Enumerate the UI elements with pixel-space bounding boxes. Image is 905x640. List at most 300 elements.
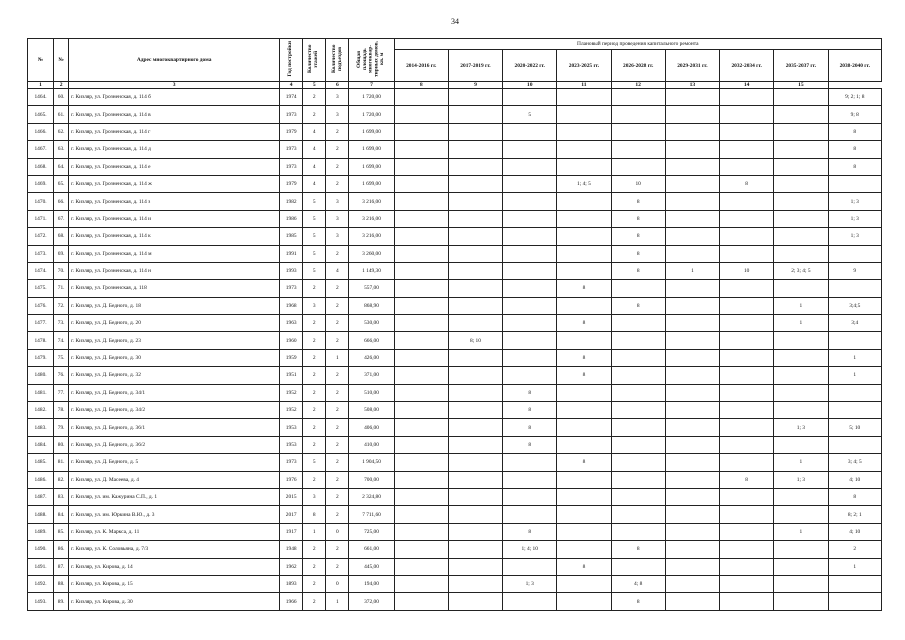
cell-address: г. Кизляр, ул. Д. Бедного, д. 34/2 bbox=[69, 402, 280, 419]
cell-address: г. Кизляр, ул. Кирова, д. 14 bbox=[69, 558, 280, 575]
cell-entrances: 2 bbox=[326, 419, 349, 436]
cell-entrances: 3 bbox=[326, 210, 349, 227]
cell-year: 1959 bbox=[280, 349, 303, 366]
cell-address: г. Кизляр, ул. Д. Бедного, д. 32 bbox=[69, 367, 280, 384]
cell-period-works bbox=[557, 262, 611, 279]
cell-period-works bbox=[665, 367, 719, 384]
table-row bbox=[28, 506, 882, 523]
cell-local-number: 80. bbox=[54, 436, 69, 453]
cell-period-works bbox=[611, 384, 665, 401]
cell-year: 1960 bbox=[280, 332, 303, 349]
cell-period-works bbox=[665, 175, 719, 192]
cell-floors: 4 bbox=[303, 141, 326, 158]
cell-period-works bbox=[774, 593, 828, 610]
cell-period-works bbox=[503, 228, 557, 245]
cell-period-works bbox=[557, 297, 611, 314]
cell-period-works bbox=[448, 488, 502, 505]
cell-address: г. Кизляр, ул. Д. Бедного, д. 23 bbox=[69, 332, 280, 349]
cell-row-number: 1493. bbox=[28, 593, 54, 610]
cell-period-works bbox=[720, 89, 774, 106]
cell-area: 1 699,00 bbox=[349, 158, 394, 175]
cell-local-number: 62. bbox=[54, 123, 69, 140]
cell-address: г. Кизляр, ул. Грозненская, д. 114 в bbox=[69, 106, 280, 123]
cell-row-number: 1485. bbox=[28, 454, 54, 471]
cell-row-number: 1469. bbox=[28, 175, 54, 192]
cell-year: 1917 bbox=[280, 523, 303, 540]
cell-period-works: 3;4 bbox=[828, 315, 882, 332]
cell-period-works: 8 bbox=[611, 297, 665, 314]
column-number: 3 bbox=[69, 82, 280, 89]
cell-floors: 2 bbox=[303, 402, 326, 419]
cell-period-works bbox=[503, 175, 557, 192]
cell-period-works: 8 bbox=[828, 488, 882, 505]
cell-address: г. Кизляр, ул. Кирова, д. 15 bbox=[69, 575, 280, 592]
cell-period-works: 8 bbox=[557, 558, 611, 575]
cell-period-works bbox=[448, 228, 502, 245]
cell-period-works bbox=[557, 419, 611, 436]
cell-row-number: 1483. bbox=[28, 419, 54, 436]
table-row bbox=[28, 123, 882, 140]
cell-floors: 1 bbox=[303, 523, 326, 540]
cell-period-works: 9; 2; 1; 8 bbox=[828, 89, 882, 106]
cell-period-works bbox=[394, 245, 448, 262]
column-number: 9 bbox=[448, 82, 502, 89]
table-row bbox=[28, 332, 882, 349]
table-row bbox=[28, 541, 882, 558]
cell-year: 1952 bbox=[280, 384, 303, 401]
header-period: 2032-2034 гг. bbox=[720, 50, 774, 82]
cell-period-works bbox=[394, 506, 448, 523]
header-period: 2014-2016 гг. bbox=[394, 50, 448, 82]
cell-row-number: 1473. bbox=[28, 245, 54, 262]
cell-period-works bbox=[503, 262, 557, 279]
cell-row-number: 1475. bbox=[28, 280, 54, 297]
cell-area: 3 216,00 bbox=[349, 210, 394, 227]
cell-year: 1953 bbox=[280, 419, 303, 436]
cell-period-works bbox=[774, 436, 828, 453]
cell-period-works bbox=[557, 193, 611, 210]
cell-floors: 2 bbox=[303, 106, 326, 123]
cell-area: 1 720,00 bbox=[349, 89, 394, 106]
cell-entrances: 3 bbox=[326, 228, 349, 245]
cell-period-works: 1; 4; 5 bbox=[557, 175, 611, 192]
cell-year: 1976 bbox=[280, 471, 303, 488]
cell-period-works bbox=[503, 141, 557, 158]
column-number: 15 bbox=[774, 82, 828, 89]
cell-address: г. Кизляр, ул. Д. Бедного, д. 5 bbox=[69, 454, 280, 471]
cell-period-works bbox=[720, 193, 774, 210]
cell-period-works: 8 bbox=[503, 523, 557, 540]
cell-period-works bbox=[557, 384, 611, 401]
cell-period-works bbox=[828, 384, 882, 401]
cell-year: 1993 bbox=[280, 262, 303, 279]
cell-period-works: 5; 10 bbox=[828, 419, 882, 436]
header-area: Общая площадь многоквар-тирных домов, кв. м bbox=[349, 39, 394, 82]
table-row bbox=[28, 315, 882, 332]
cell-row-number: 1488. bbox=[28, 506, 54, 523]
cell-period-works bbox=[394, 262, 448, 279]
cell-period-works bbox=[774, 506, 828, 523]
table-row bbox=[28, 436, 882, 453]
cell-address: г. Кизляр, ул. Грозненская, д. 114 н bbox=[69, 262, 280, 279]
cell-local-number: 73. bbox=[54, 315, 69, 332]
table-row bbox=[28, 245, 882, 262]
cell-floors: 4 bbox=[303, 175, 326, 192]
cell-row-number: 1470. bbox=[28, 193, 54, 210]
cell-period-works bbox=[503, 332, 557, 349]
cell-period-works bbox=[611, 436, 665, 453]
cell-period-works bbox=[448, 471, 502, 488]
cell-period-works bbox=[611, 349, 665, 366]
cell-area: 445,00 bbox=[349, 558, 394, 575]
cell-period-works bbox=[720, 106, 774, 123]
cell-local-number: 69. bbox=[54, 245, 69, 262]
cell-period-works bbox=[448, 541, 502, 558]
cell-entrances: 2 bbox=[326, 488, 349, 505]
cell-floors: 8 bbox=[303, 506, 326, 523]
cell-period-works bbox=[611, 506, 665, 523]
cell-row-number: 1492. bbox=[28, 575, 54, 592]
cell-entrances: 0 bbox=[326, 575, 349, 592]
cell-floors: 5 bbox=[303, 210, 326, 227]
cell-period-works bbox=[503, 245, 557, 262]
table-row bbox=[28, 593, 882, 610]
cell-floors: 2 bbox=[303, 471, 326, 488]
cell-row-number: 1467. bbox=[28, 141, 54, 158]
cell-area: 406,00 bbox=[349, 419, 394, 436]
table-row bbox=[28, 454, 882, 471]
cell-address: г. Кизляр, ул. Грозненская, д. 114 ж bbox=[69, 175, 280, 192]
cell-period-works bbox=[394, 384, 448, 401]
cell-period-works bbox=[665, 89, 719, 106]
cell-period-works bbox=[720, 384, 774, 401]
cell-address: г. Кизляр, ул. Грозненская, д. 114 м bbox=[69, 245, 280, 262]
cell-local-number: 76. bbox=[54, 367, 69, 384]
cell-area: 3 216,00 bbox=[349, 228, 394, 245]
cell-period-works bbox=[394, 488, 448, 505]
cell-period-works bbox=[611, 141, 665, 158]
cell-period-works bbox=[503, 280, 557, 297]
cell-row-number: 1478. bbox=[28, 332, 54, 349]
cell-period-works bbox=[720, 506, 774, 523]
cell-area: 868,90 bbox=[349, 297, 394, 314]
cell-period-works bbox=[828, 332, 882, 349]
cell-area: 426,00 bbox=[349, 349, 394, 366]
cell-period-works bbox=[557, 228, 611, 245]
cell-period-works bbox=[557, 506, 611, 523]
cell-period-works bbox=[557, 523, 611, 540]
cell-period-works: 8 bbox=[503, 402, 557, 419]
column-number: 5 bbox=[303, 82, 326, 89]
cell-year: 1991 bbox=[280, 245, 303, 262]
cell-period-works bbox=[394, 541, 448, 558]
cell-local-number: 84. bbox=[54, 506, 69, 523]
cell-area: 557,00 bbox=[349, 280, 394, 297]
cell-period-works: 8 bbox=[557, 349, 611, 366]
cell-period-works bbox=[394, 558, 448, 575]
cell-address: г. Кизляр, ул. Д. Масеева, д. 4 bbox=[69, 471, 280, 488]
header-period: 2026-2028 гг. bbox=[611, 50, 665, 82]
cell-floors: 2 bbox=[303, 436, 326, 453]
cell-period-works bbox=[611, 558, 665, 575]
cell-area: 372,00 bbox=[349, 593, 394, 610]
cell-period-works bbox=[557, 210, 611, 227]
column-number: 14 bbox=[720, 82, 774, 89]
cell-period-works bbox=[448, 506, 502, 523]
cell-entrances: 2 bbox=[326, 315, 349, 332]
table-row bbox=[28, 523, 882, 540]
cell-local-number: 86. bbox=[54, 541, 69, 558]
cell-period-works: 8 bbox=[611, 541, 665, 558]
cell-period-works bbox=[557, 541, 611, 558]
cell-address: г. Кизляр, ул. Д. Бедного, д. 36/1 bbox=[69, 419, 280, 436]
header-period: 2035-2037 гг. bbox=[774, 50, 828, 82]
cell-period-works bbox=[774, 367, 828, 384]
cell-row-number: 1490. bbox=[28, 541, 54, 558]
cell-period-works bbox=[503, 158, 557, 175]
cell-period-works bbox=[448, 315, 502, 332]
column-number: 1 bbox=[28, 82, 54, 89]
cell-row-number: 1476. bbox=[28, 297, 54, 314]
cell-period-works bbox=[503, 471, 557, 488]
cell-year: 1974 bbox=[280, 89, 303, 106]
cell-period-works bbox=[448, 175, 502, 192]
cell-row-number: 1468. bbox=[28, 158, 54, 175]
cell-period-works bbox=[448, 436, 502, 453]
cell-local-number: 74. bbox=[54, 332, 69, 349]
column-number: 12 bbox=[611, 82, 665, 89]
cell-address: г. Кизляр, ул. Грозненская, д. 114 к bbox=[69, 228, 280, 245]
cell-period-works bbox=[720, 523, 774, 540]
cell-address: г. Кизляр, ул. Д. Бедного, д. 30 bbox=[69, 349, 280, 366]
cell-year: 1973 bbox=[280, 454, 303, 471]
cell-area: 194,00 bbox=[349, 575, 394, 592]
cell-period-works bbox=[394, 89, 448, 106]
cell-local-number: 87. bbox=[54, 558, 69, 575]
cell-row-number: 1472. bbox=[28, 228, 54, 245]
cell-period-works: 10 bbox=[611, 175, 665, 192]
cell-period-works: 8 bbox=[828, 158, 882, 175]
cell-area: 1 904,50 bbox=[349, 454, 394, 471]
header-period: 2029-2031 гг. bbox=[665, 50, 719, 82]
cell-period-works bbox=[448, 106, 502, 123]
cell-local-number: 61. bbox=[54, 106, 69, 123]
cell-entrances: 2 bbox=[326, 158, 349, 175]
cell-year: 1948 bbox=[280, 541, 303, 558]
cell-address: г. Кизляр, ул. Грозненская, д. 114 з bbox=[69, 193, 280, 210]
cell-floors: 2 bbox=[303, 280, 326, 297]
cell-row-number: 1471. bbox=[28, 210, 54, 227]
cell-period-works bbox=[611, 158, 665, 175]
cell-year: 1985 bbox=[280, 228, 303, 245]
cell-period-works bbox=[665, 210, 719, 227]
column-number: 8 bbox=[394, 82, 448, 89]
cell-local-number: 70. bbox=[54, 262, 69, 279]
cell-address: г. Кизляр, ул. Грозненская, д. 114 д bbox=[69, 141, 280, 158]
column-number: 11 bbox=[557, 82, 611, 89]
cell-period-works bbox=[394, 175, 448, 192]
cell-period-works bbox=[394, 158, 448, 175]
cell-period-works bbox=[665, 575, 719, 592]
cell-period-works bbox=[665, 280, 719, 297]
cell-period-works bbox=[720, 332, 774, 349]
cell-period-works bbox=[720, 141, 774, 158]
cell-year: 1968 bbox=[280, 297, 303, 314]
capital-repair-table bbox=[27, 38, 882, 611]
cell-period-works bbox=[557, 471, 611, 488]
cell-period-works: 8; 2; 1 bbox=[828, 506, 882, 523]
cell-period-works bbox=[394, 436, 448, 453]
cell-period-works bbox=[720, 454, 774, 471]
cell-period-works bbox=[557, 245, 611, 262]
cell-period-works: 8 bbox=[720, 175, 774, 192]
cell-year: 1979 bbox=[280, 123, 303, 140]
cell-period-works bbox=[503, 123, 557, 140]
table-row bbox=[28, 193, 882, 210]
cell-period-works: 2 bbox=[828, 541, 882, 558]
cell-entrances: 2 bbox=[326, 280, 349, 297]
cell-period-works: 4; 10 bbox=[828, 471, 882, 488]
cell-local-number: 81. bbox=[54, 454, 69, 471]
cell-period-works: 1 bbox=[774, 523, 828, 540]
cell-row-number: 1481. bbox=[28, 384, 54, 401]
cell-period-works bbox=[394, 106, 448, 123]
cell-period-works bbox=[720, 541, 774, 558]
cell-period-works bbox=[503, 89, 557, 106]
cell-local-number: 67. bbox=[54, 210, 69, 227]
table-row bbox=[28, 402, 882, 419]
cell-period-works bbox=[665, 436, 719, 453]
cell-year: 1973 bbox=[280, 280, 303, 297]
cell-period-works bbox=[665, 193, 719, 210]
cell-period-works: 8 bbox=[503, 419, 557, 436]
cell-period-works bbox=[828, 402, 882, 419]
cell-entrances: 3 bbox=[326, 89, 349, 106]
cell-period-works bbox=[665, 297, 719, 314]
cell-period-works: 9; 8 bbox=[828, 106, 882, 123]
cell-entrances: 2 bbox=[326, 123, 349, 140]
cell-year: 1893 bbox=[280, 575, 303, 592]
column-number: 4 bbox=[280, 82, 303, 89]
table-row bbox=[28, 297, 882, 314]
cell-period-works bbox=[448, 419, 502, 436]
cell-period-works bbox=[611, 488, 665, 505]
cell-period-works bbox=[665, 228, 719, 245]
column-number: 6 bbox=[326, 82, 349, 89]
cell-period-works bbox=[774, 228, 828, 245]
cell-year: 1979 bbox=[280, 175, 303, 192]
cell-period-works bbox=[394, 297, 448, 314]
cell-area: 1 149,30 bbox=[349, 262, 394, 279]
table-row bbox=[28, 262, 882, 279]
cell-period-works bbox=[665, 315, 719, 332]
cell-period-works: 1; 3 bbox=[503, 575, 557, 592]
cell-period-works bbox=[720, 210, 774, 227]
cell-period-works bbox=[828, 280, 882, 297]
cell-period-works: 3; 4; 5 bbox=[828, 454, 882, 471]
cell-period-works bbox=[394, 228, 448, 245]
cell-period-works bbox=[394, 575, 448, 592]
table-row bbox=[28, 384, 882, 401]
cell-row-number: 1479. bbox=[28, 349, 54, 366]
cell-period-works bbox=[503, 488, 557, 505]
cell-period-works bbox=[720, 436, 774, 453]
cell-entrances: 2 bbox=[326, 384, 349, 401]
cell-area: 508,00 bbox=[349, 402, 394, 419]
header-no: № bbox=[28, 39, 54, 82]
cell-local-number: 88. bbox=[54, 575, 69, 592]
cell-period-works: 1; 4; 10 bbox=[503, 541, 557, 558]
cell-entrances: 2 bbox=[326, 558, 349, 575]
cell-address: г. Кизляр, ул. Грозненская, д. 118 bbox=[69, 280, 280, 297]
cell-period-works bbox=[720, 488, 774, 505]
cell-local-number: 83. bbox=[54, 488, 69, 505]
cell-period-works: 1; 3 bbox=[774, 419, 828, 436]
cell-entrances: 2 bbox=[326, 506, 349, 523]
cell-floors: 5 bbox=[303, 193, 326, 210]
cell-period-works bbox=[720, 593, 774, 610]
cell-period-works: 1; 3 bbox=[828, 210, 882, 227]
cell-period-works bbox=[557, 89, 611, 106]
cell-entrances: 1 bbox=[326, 349, 349, 366]
cell-period-works: 8 bbox=[720, 471, 774, 488]
cell-floors: 3 bbox=[303, 297, 326, 314]
cell-row-number: 1486. bbox=[28, 471, 54, 488]
cell-period-works: 2; 3; 4; 5 bbox=[774, 262, 828, 279]
cell-period-works bbox=[774, 193, 828, 210]
cell-period-works: 1 bbox=[828, 367, 882, 384]
cell-entrances: 3 bbox=[326, 193, 349, 210]
cell-entrances: 2 bbox=[326, 402, 349, 419]
cell-period-works bbox=[394, 454, 448, 471]
cell-period-works bbox=[774, 123, 828, 140]
cell-row-number: 1474. bbox=[28, 262, 54, 279]
cell-local-number: 85. bbox=[54, 523, 69, 540]
cell-floors: 2 bbox=[303, 558, 326, 575]
cell-local-number: 64. bbox=[54, 158, 69, 175]
cell-year: 1973 bbox=[280, 106, 303, 123]
table-row bbox=[28, 488, 882, 505]
cell-area: 1 699,00 bbox=[349, 141, 394, 158]
cell-period-works bbox=[774, 384, 828, 401]
cell-period-works bbox=[394, 402, 448, 419]
cell-period-works bbox=[557, 158, 611, 175]
cell-year: 1952 bbox=[280, 402, 303, 419]
cell-period-works: 8 bbox=[828, 123, 882, 140]
cell-period-works bbox=[394, 315, 448, 332]
cell-period-works bbox=[394, 193, 448, 210]
cell-area: 3 216,00 bbox=[349, 193, 394, 210]
cell-period-works bbox=[448, 123, 502, 140]
cell-year: 2015 bbox=[280, 488, 303, 505]
cell-year: 1986 bbox=[280, 210, 303, 227]
cell-period-works bbox=[774, 488, 828, 505]
cell-period-works bbox=[503, 210, 557, 227]
cell-period-works bbox=[665, 123, 719, 140]
header-period: 2017-2019 гг. bbox=[448, 50, 502, 82]
cell-period-works bbox=[774, 349, 828, 366]
cell-period-works bbox=[448, 349, 502, 366]
cell-period-works: 1 bbox=[828, 349, 882, 366]
cell-floors: 2 bbox=[303, 315, 326, 332]
cell-period-works bbox=[557, 575, 611, 592]
cell-period-works: 8 bbox=[611, 228, 665, 245]
page-number: 34 bbox=[451, 17, 459, 26]
cell-year: 1982 bbox=[280, 193, 303, 210]
cell-address: г. Кизляр, ул. Кирова, д. 30 bbox=[69, 593, 280, 610]
cell-row-number: 1466. bbox=[28, 123, 54, 140]
cell-period-works bbox=[503, 193, 557, 210]
